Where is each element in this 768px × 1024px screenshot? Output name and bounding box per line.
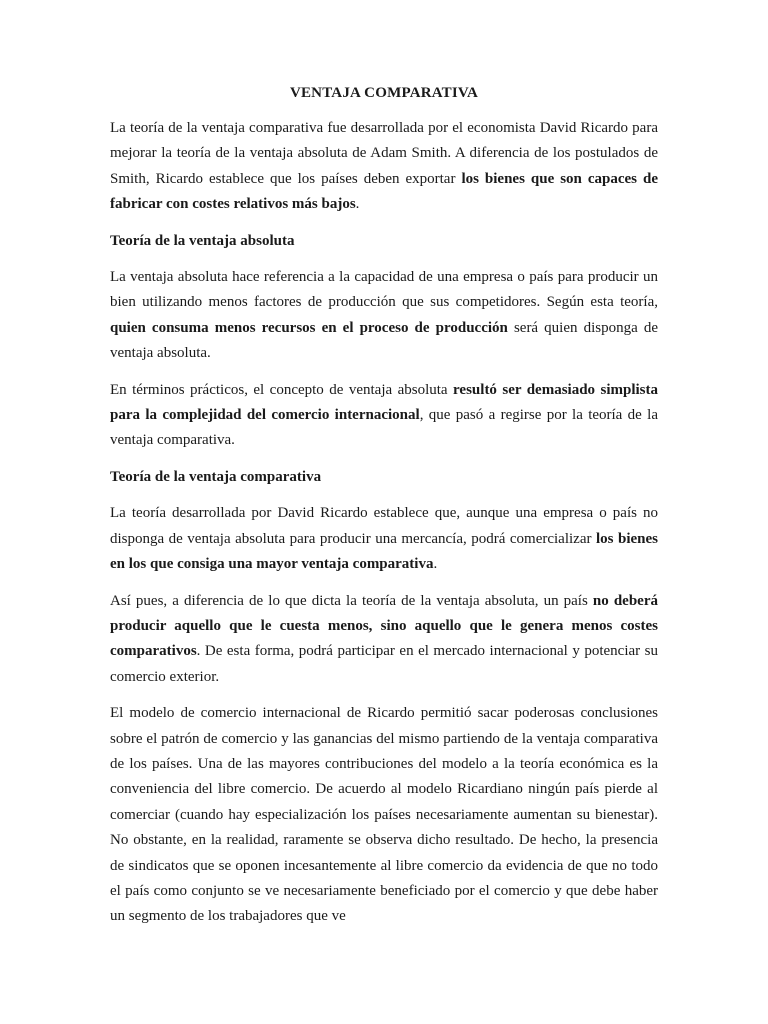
paragraph-comparative-definition xyxy=(110,501,658,577)
paragraph-absolute-definition-end: será quien disponga de ventaja absoluta. xyxy=(110,319,658,362)
paragraph-intro-end: . xyxy=(355,196,360,213)
paragraph-ricardian-model: El modelo de comercio internacional de Ricardo permitió sacar poderosas conclusiones sobre el patrón de comercio y las ganancias del mismo partiendo de la ventaja comparativa de los países. Una de las mayores contribuciones del modelo a la teoría económica es la conveniencia del libre comercio. De acuerdo al modelo Ricardiano ningún país pierde al comerciar (cuando hay especialización los países necesariamente aumentan su bienestar). No obstante, en la realidad, raramente se observa dicho resultado. De hecho, la presencia de sindicatos que se oponen incesantemente al libre comercio da evidencia de que no todo el país como conjunto se ve necesariamente beneficiado por el comercio y que debe haber un segmento de los trabajadores que ve xyxy=(110,705,658,925)
paragraph-comparative-contrast-end: . De esta forma, podrá participar en el mercado internacional y potenciar su comercio exterior. xyxy=(110,643,658,685)
paragraph-intro xyxy=(110,116,658,218)
paragraph-comparative-definition-text: La teoría desarrollada por David Ricardo establece que, aunque una empresa o país no disponga de ventaja absoluta para producir una mercancía, podrá comercializar xyxy=(110,505,658,547)
paragraph-absolute-practical-end: , que pasó a regirse por la teoría de la ventaja comparativa. xyxy=(110,407,658,449)
document-title: VENTAJA COMPARATIVA xyxy=(289,85,479,101)
paragraph-absolute-definition xyxy=(110,265,658,367)
paragraph-absolute-practical-bold: resultó ser demasiado simplista para la complejidad del comercio internacional xyxy=(110,381,659,424)
heading-absolute-advantage: Teoría de la ventaja absoluta xyxy=(110,232,295,249)
paragraph-intro-text: La teoría de la ventaja comparativa fue desarrollada por el economista David Ricardo para mejorar la teoría de la ventaja absoluta de Adam Smith. A diferencia de los postulados de Smith, Ricardo establece que los países deben exportar xyxy=(110,120,658,187)
paragraph-comparative-definition-end: . xyxy=(433,556,438,573)
paragraph-comparative-contrast-text: Así pues, a diferencia de lo que dicta la teoría de la ventaja absoluta, un país xyxy=(110,592,593,609)
paragraph-absolute-practical-text: En términos prácticos, el concepto de ventaja absoluta xyxy=(110,381,454,398)
paragraph-comparative-definition-bold: los bienes en los que consiga una mayor ventaja comparativa xyxy=(110,530,659,573)
paragraph-intro-bold: los bienes que son capaces de fabricar con costes relativos más bajos xyxy=(110,170,658,213)
heading-comparative-advantage: Teoría de la ventaja comparativa xyxy=(110,468,322,485)
paragraph-absolute-definition-text: La ventaja absoluta hace referencia a la capacidad de una empresa o país para producir un bien utilizando menos factores de producción que sus competidores. Según esta teoría, xyxy=(110,269,658,311)
paragraph-comparative-contrast-bold: no deberá producir aquello que le cuesta menos, sino aquello que le genera menos costes comparativos xyxy=(110,592,658,660)
paragraph-absolute-definition-bold: quien consuma menos recursos en el proceso de producción xyxy=(110,319,508,336)
paragraph-absolute-practical xyxy=(110,378,658,454)
paragraph-comparative-contrast xyxy=(110,589,658,691)
